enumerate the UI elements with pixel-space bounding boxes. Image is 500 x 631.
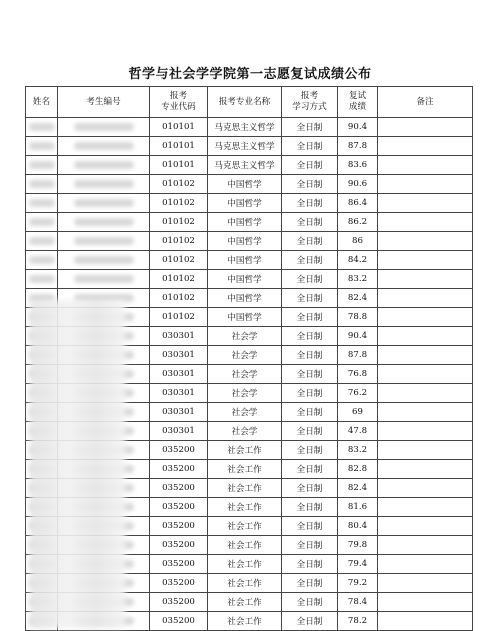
- cell-score: 79.4: [338, 555, 378, 574]
- cell-remarks: [378, 403, 473, 422]
- cell-major-code: 035200: [150, 574, 208, 593]
- redaction-blur: [29, 161, 55, 169]
- redaction-blur: [74, 427, 134, 435]
- cell-major-code: 035200: [150, 517, 208, 536]
- cell-major-name: 中国哲学: [208, 270, 282, 289]
- cell-exam-id-redacted: [58, 213, 150, 232]
- header-remarks: 备注: [378, 87, 473, 118]
- table-row: [26, 403, 473, 422]
- table-row: [26, 346, 473, 365]
- redaction-blur: [74, 313, 134, 321]
- redaction-blur: [74, 351, 134, 359]
- redaction-blur: [74, 123, 134, 131]
- cell-score: 86.2: [338, 213, 378, 232]
- cell-score: 84.2: [338, 251, 378, 270]
- redaction-blur: [29, 408, 55, 416]
- table-row: [26, 327, 473, 346]
- redaction-blur: [74, 598, 134, 606]
- cell-major-name: 中国哲学: [208, 194, 282, 213]
- cell-exam-id-redacted: [58, 346, 150, 365]
- cell-remarks: [378, 156, 473, 175]
- redaction-blur: [29, 313, 55, 321]
- cell-remarks: [378, 270, 473, 289]
- cell-score: 47.8: [338, 422, 378, 441]
- cell-study-mode: 全日制: [282, 118, 338, 137]
- redaction-blur: [29, 351, 55, 359]
- cell-remarks: [378, 308, 473, 327]
- cell-exam-id-redacted: [58, 593, 150, 612]
- table-row: [26, 536, 473, 555]
- cell-name-redacted: [26, 156, 58, 175]
- cell-exam-id-redacted: [58, 289, 150, 308]
- cell-name-redacted: [26, 403, 58, 422]
- redaction-blur: [74, 199, 134, 207]
- cell-study-mode: 全日制: [282, 536, 338, 555]
- cell-exam-id-redacted: [58, 194, 150, 213]
- redaction-blur: [74, 484, 134, 492]
- cell-remarks: [378, 137, 473, 156]
- cell-major-code: 010102: [150, 251, 208, 270]
- cell-major-name: 中国哲学: [208, 213, 282, 232]
- cell-remarks: [378, 536, 473, 555]
- redaction-blur: [74, 294, 134, 302]
- cell-major-code: 035200: [150, 460, 208, 479]
- cell-major-code: 035200: [150, 441, 208, 460]
- table-row: [26, 175, 473, 194]
- table-row: [26, 251, 473, 270]
- cell-major-code: 010102: [150, 270, 208, 289]
- cell-major-name: 社会工作: [208, 593, 282, 612]
- cell-major-code: 010101: [150, 156, 208, 175]
- redaction-blur: [29, 256, 55, 264]
- redaction-blur: [29, 465, 55, 473]
- cell-score: 86.4: [338, 194, 378, 213]
- cell-name-redacted: [26, 460, 58, 479]
- redaction-blur: [29, 218, 55, 226]
- table-row: [26, 555, 473, 574]
- cell-name-redacted: [26, 441, 58, 460]
- redaction-blur: [29, 617, 55, 625]
- cell-study-mode: 全日制: [282, 175, 338, 194]
- cell-study-mode: 全日制: [282, 498, 338, 517]
- cell-name-redacted: [26, 479, 58, 498]
- cell-score: 82.8: [338, 460, 378, 479]
- cell-exam-id-redacted: [58, 574, 150, 593]
- table-row: [26, 498, 473, 517]
- cell-remarks: [378, 441, 473, 460]
- table-row: [26, 308, 473, 327]
- cell-name-redacted: [26, 308, 58, 327]
- cell-major-code: 010102: [150, 213, 208, 232]
- table-row: [26, 365, 473, 384]
- cell-score: 78.8: [338, 308, 378, 327]
- cell-major-name: 社会学: [208, 384, 282, 403]
- cell-major-name: 中国哲学: [208, 289, 282, 308]
- redaction-blur: [29, 541, 55, 549]
- cell-major-name: 社会学: [208, 327, 282, 346]
- cell-name-redacted: [26, 251, 58, 270]
- cell-major-name: 中国哲学: [208, 251, 282, 270]
- cell-name-redacted: [26, 384, 58, 403]
- cell-major-name: 社会工作: [208, 517, 282, 536]
- cell-exam-id-redacted: [58, 536, 150, 555]
- cell-score: 76.2: [338, 384, 378, 403]
- redaction-blur: [29, 199, 55, 207]
- redaction-blur: [29, 446, 55, 454]
- table-row: [26, 441, 473, 460]
- table-row: [26, 574, 473, 593]
- table-row: [26, 270, 473, 289]
- cell-exam-id-redacted: [58, 498, 150, 517]
- cell-score: 78.2: [338, 612, 378, 631]
- cell-major-name: 中国哲学: [208, 308, 282, 327]
- cell-exam-id-redacted: [58, 137, 150, 156]
- redaction-blur: [74, 579, 134, 587]
- cell-major-code: 030301: [150, 346, 208, 365]
- cell-major-name: 社会工作: [208, 612, 282, 631]
- cell-remarks: [378, 232, 473, 251]
- redaction-blur: [74, 180, 134, 188]
- redaction-blur: [74, 332, 134, 340]
- table-row: [26, 460, 473, 479]
- cell-major-name: 马克思主义哲学: [208, 156, 282, 175]
- redaction-blur: [29, 427, 55, 435]
- cell-exam-id-redacted: [58, 327, 150, 346]
- redaction-blur: [74, 408, 134, 416]
- cell-study-mode: 全日制: [282, 194, 338, 213]
- cell-major-name: 社会工作: [208, 574, 282, 593]
- table-row: [26, 118, 473, 137]
- cell-score: 90.4: [338, 118, 378, 137]
- cell-exam-id-redacted: [58, 555, 150, 574]
- redaction-blur: [29, 389, 55, 397]
- cell-major-code: 035200: [150, 612, 208, 631]
- cell-exam-id-redacted: [58, 308, 150, 327]
- cell-exam-id-redacted: [58, 118, 150, 137]
- cell-study-mode: 全日制: [282, 213, 338, 232]
- redaction-blur: [74, 142, 134, 150]
- cell-study-mode: 全日制: [282, 137, 338, 156]
- cell-score: 83.2: [338, 270, 378, 289]
- cell-name-redacted: [26, 365, 58, 384]
- redaction-blur: [74, 370, 134, 378]
- cell-name-redacted: [26, 232, 58, 251]
- cell-major-name: 社会工作: [208, 441, 282, 460]
- table-row: [26, 232, 473, 251]
- redaction-blur: [74, 503, 134, 511]
- cell-name-redacted: [26, 270, 58, 289]
- cell-name-redacted: [26, 517, 58, 536]
- cell-exam-id-redacted: [58, 460, 150, 479]
- cell-score: 81.6: [338, 498, 378, 517]
- redaction-blur: [74, 389, 134, 397]
- cell-name-redacted: [26, 346, 58, 365]
- table-header-row: [26, 87, 473, 118]
- cell-major-name: 社会工作: [208, 479, 282, 498]
- header-exam-id: 考生编号: [58, 87, 150, 118]
- table-row: [26, 194, 473, 213]
- cell-major-code: 035200: [150, 479, 208, 498]
- redaction-blur: [29, 484, 55, 492]
- cell-score: 80.4: [338, 517, 378, 536]
- cell-remarks: [378, 422, 473, 441]
- redaction-blur: [74, 617, 134, 625]
- redaction-blur: [74, 541, 134, 549]
- cell-remarks: [378, 384, 473, 403]
- cell-remarks: [378, 593, 473, 612]
- redaction-blur: [29, 237, 55, 245]
- cell-remarks: [378, 346, 473, 365]
- redaction-blur: [29, 503, 55, 511]
- cell-study-mode: 全日制: [282, 270, 338, 289]
- cell-remarks: [378, 251, 473, 270]
- redaction-blur: [74, 522, 134, 530]
- cell-major-code: 035200: [150, 555, 208, 574]
- redaction-blur: [29, 598, 55, 606]
- cell-major-name: 马克思主义哲学: [208, 137, 282, 156]
- cell-study-mode: 全日制: [282, 232, 338, 251]
- redaction-blur: [29, 370, 55, 378]
- cell-exam-id-redacted: [58, 270, 150, 289]
- cell-name-redacted: [26, 593, 58, 612]
- redaction-blur: [74, 237, 134, 245]
- cell-name-redacted: [26, 327, 58, 346]
- cell-remarks: [378, 479, 473, 498]
- cell-major-code: 035200: [150, 498, 208, 517]
- cell-study-mode: 全日制: [282, 555, 338, 574]
- cell-major-code: 030301: [150, 422, 208, 441]
- cell-score: 83.2: [338, 441, 378, 460]
- cell-name-redacted: [26, 536, 58, 555]
- cell-name-redacted: [26, 175, 58, 194]
- cell-major-code: 030301: [150, 327, 208, 346]
- table-row: [26, 156, 473, 175]
- redaction-blur: [74, 161, 134, 169]
- cell-score: 82.4: [338, 479, 378, 498]
- redaction-blur: [29, 294, 55, 302]
- cell-major-code: 010102: [150, 194, 208, 213]
- cell-major-code: 010102: [150, 175, 208, 194]
- cell-major-code: 030301: [150, 403, 208, 422]
- cell-major-name: 社会学: [208, 403, 282, 422]
- cell-score: 83.6: [338, 156, 378, 175]
- redaction-blur: [74, 256, 134, 264]
- cell-major-name: 社会学: [208, 365, 282, 384]
- cell-name-redacted: [26, 422, 58, 441]
- cell-name-redacted: [26, 118, 58, 137]
- cell-remarks: [378, 498, 473, 517]
- cell-remarks: [378, 460, 473, 479]
- cell-remarks: [378, 118, 473, 137]
- redaction-blur: [29, 180, 55, 188]
- cell-major-code: 030301: [150, 384, 208, 403]
- cell-score: 87.8: [338, 137, 378, 156]
- cell-exam-id-redacted: [58, 232, 150, 251]
- cell-exam-id-redacted: [58, 441, 150, 460]
- cell-exam-id-redacted: [58, 156, 150, 175]
- cell-exam-id-redacted: [58, 479, 150, 498]
- cell-remarks: [378, 365, 473, 384]
- table-row: [26, 213, 473, 232]
- cell-name-redacted: [26, 137, 58, 156]
- cell-study-mode: 全日制: [282, 612, 338, 631]
- cell-study-mode: 全日制: [282, 384, 338, 403]
- cell-score: 79.2: [338, 574, 378, 593]
- header-study-mode: 报考 学习方式: [282, 87, 338, 118]
- cell-remarks: [378, 555, 473, 574]
- redaction-blur: [29, 522, 55, 530]
- redaction-blur: [29, 332, 55, 340]
- cell-study-mode: 全日制: [282, 441, 338, 460]
- cell-score: 69: [338, 403, 378, 422]
- cell-remarks: [378, 574, 473, 593]
- cell-major-name: 中国哲学: [208, 232, 282, 251]
- cell-exam-id-redacted: [58, 422, 150, 441]
- cell-score: 76.8: [338, 365, 378, 384]
- table-body: [26, 118, 473, 631]
- table-row: [26, 384, 473, 403]
- header-major-code: 报考 专业代码: [150, 87, 208, 118]
- cell-major-name: 社会学: [208, 346, 282, 365]
- cell-major-name: 马克思主义哲学: [208, 118, 282, 137]
- cell-exam-id-redacted: [58, 175, 150, 194]
- cell-study-mode: 全日制: [282, 574, 338, 593]
- cell-study-mode: 全日制: [282, 289, 338, 308]
- cell-study-mode: 全日制: [282, 460, 338, 479]
- cell-remarks: [378, 194, 473, 213]
- cell-name-redacted: [26, 213, 58, 232]
- header-name: 姓名: [26, 87, 58, 118]
- cell-major-code: 010102: [150, 232, 208, 251]
- cell-score: 82.4: [338, 289, 378, 308]
- cell-name-redacted: [26, 194, 58, 213]
- cell-major-name: 社会工作: [208, 498, 282, 517]
- cell-score: 86: [338, 232, 378, 251]
- cell-study-mode: 全日制: [282, 365, 338, 384]
- table-row: [26, 517, 473, 536]
- cell-major-code: 030301: [150, 365, 208, 384]
- cell-exam-id-redacted: [58, 251, 150, 270]
- cell-major-name: 社会工作: [208, 536, 282, 555]
- cell-score: 87.8: [338, 346, 378, 365]
- cell-remarks: [378, 517, 473, 536]
- cell-major-code: 010101: [150, 137, 208, 156]
- document-title: 哲学与社会学学院第一志愿复试成绩公布: [128, 67, 372, 82]
- header-score: 复试 成绩: [338, 87, 378, 118]
- cell-study-mode: 全日制: [282, 593, 338, 612]
- cell-remarks: [378, 213, 473, 232]
- cell-major-code: 010102: [150, 289, 208, 308]
- cell-name-redacted: [26, 289, 58, 308]
- cell-exam-id-redacted: [58, 403, 150, 422]
- cell-score: 79.8: [338, 536, 378, 555]
- redaction-blur: [74, 465, 134, 473]
- cell-study-mode: 全日制: [282, 422, 338, 441]
- cell-major-code: 035200: [150, 536, 208, 555]
- redaction-blur: [74, 560, 134, 568]
- cell-name-redacted: [26, 555, 58, 574]
- cell-study-mode: 全日制: [282, 327, 338, 346]
- cell-study-mode: 全日制: [282, 251, 338, 270]
- redaction-blur: [29, 560, 55, 568]
- cell-study-mode: 全日制: [282, 403, 338, 422]
- redaction-blur: [29, 123, 55, 131]
- cell-study-mode: 全日制: [282, 308, 338, 327]
- cell-major-name: 社会学: [208, 422, 282, 441]
- cell-exam-id-redacted: [58, 517, 150, 536]
- cell-major-name: 中国哲学: [208, 175, 282, 194]
- cell-remarks: [378, 175, 473, 194]
- cell-study-mode: 全日制: [282, 479, 338, 498]
- cell-major-code: 035200: [150, 593, 208, 612]
- cell-study-mode: 全日制: [282, 156, 338, 175]
- redaction-blur: [74, 218, 134, 226]
- cell-name-redacted: [26, 574, 58, 593]
- redaction-blur: [29, 275, 55, 283]
- cell-major-name: 社会工作: [208, 460, 282, 479]
- redaction-blur: [74, 275, 134, 283]
- cell-study-mode: 全日制: [282, 346, 338, 365]
- cell-exam-id-redacted: [58, 365, 150, 384]
- cell-major-code: 010102: [150, 308, 208, 327]
- cell-remarks: [378, 327, 473, 346]
- cell-remarks: [378, 289, 473, 308]
- cell-score: 78.4: [338, 593, 378, 612]
- redaction-blur: [29, 579, 55, 587]
- cell-score: 90.6: [338, 175, 378, 194]
- cell-study-mode: 全日制: [282, 517, 338, 536]
- redaction-blur: [74, 446, 134, 454]
- header-major-name: 报考专业名称: [208, 87, 282, 118]
- cell-score: 90.4: [338, 327, 378, 346]
- cell-major-name: 社会工作: [208, 555, 282, 574]
- cell-name-redacted: [26, 498, 58, 517]
- table-row: [26, 289, 473, 308]
- table-row: [26, 593, 473, 612]
- table-row: [26, 422, 473, 441]
- table-row: [26, 137, 473, 156]
- redaction-blur: [29, 142, 55, 150]
- cell-exam-id-redacted: [58, 384, 150, 403]
- cell-major-code: 010101: [150, 118, 208, 137]
- table-row: [26, 479, 473, 498]
- score-table: [25, 86, 473, 631]
